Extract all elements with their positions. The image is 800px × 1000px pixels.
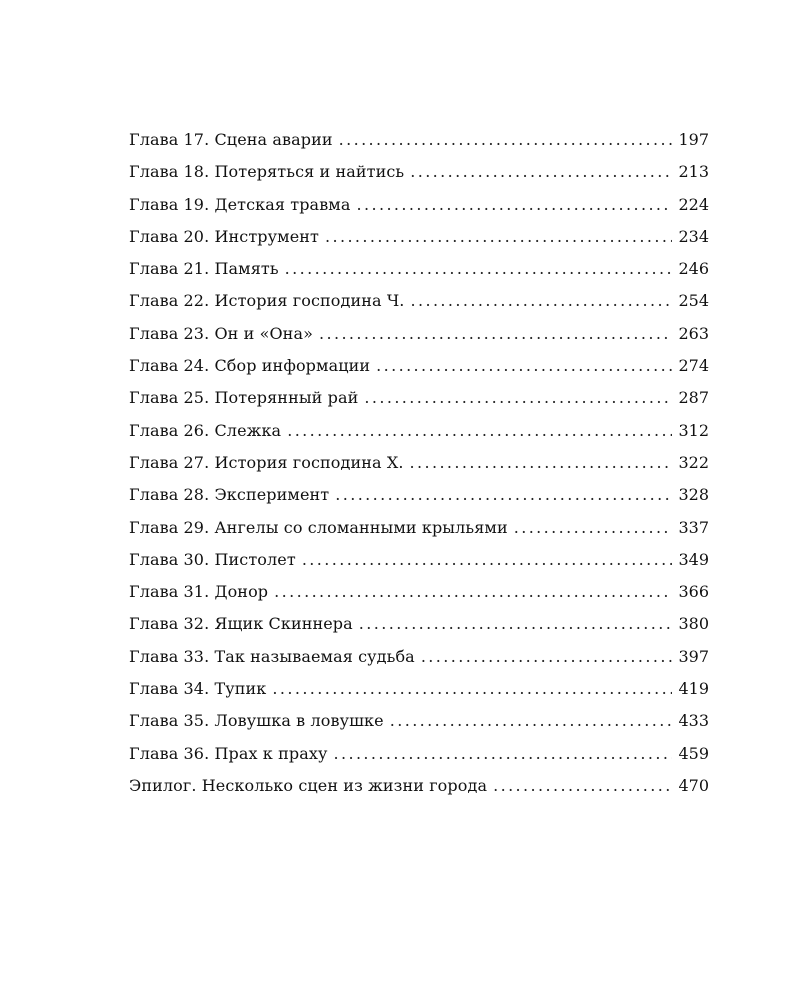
toc-dot-leader bbox=[359, 608, 673, 640]
toc-entry-title: Глава 25. Потерянный рай bbox=[129, 388, 359, 408]
toc-entry-title: Глава 31. Донор bbox=[129, 582, 269, 602]
toc-entry-page: 337 bbox=[678, 517, 709, 537]
toc-entry bbox=[129, 673, 709, 705]
toc-entry bbox=[129, 382, 709, 414]
toc-entry-title: Глава 30. Пистолет bbox=[129, 549, 296, 569]
toc-dot-leader bbox=[287, 415, 672, 447]
toc-entry bbox=[129, 285, 709, 317]
toc-entry-page: 287 bbox=[678, 388, 709, 408]
toc-dot-leader bbox=[410, 156, 672, 188]
toc-dot-leader bbox=[339, 124, 673, 156]
toc-entry-title: Глава 26. Слежка bbox=[129, 420, 282, 440]
toc-entry bbox=[129, 156, 709, 188]
toc-entry-title: Глава 21. Память bbox=[129, 259, 279, 279]
toc-dot-leader bbox=[364, 382, 672, 414]
toc-entry-page: 419 bbox=[678, 679, 709, 699]
toc-dot-leader bbox=[514, 512, 673, 544]
toc-entry bbox=[129, 544, 709, 576]
toc-entry bbox=[129, 447, 709, 479]
toc-entry bbox=[129, 189, 709, 221]
toc-dot-leader bbox=[274, 576, 672, 608]
toc-dot-leader bbox=[410, 285, 672, 317]
toc-entry-title: Глава 34. Тупик bbox=[129, 679, 267, 699]
toc-entry bbox=[129, 350, 709, 382]
toc-entry bbox=[129, 770, 709, 802]
toc-entry bbox=[129, 124, 709, 156]
toc-entry-page: 263 bbox=[678, 323, 709, 343]
toc-entry bbox=[129, 415, 709, 447]
toc-entry-page: 197 bbox=[678, 130, 709, 149]
toc-entry-page: 433 bbox=[678, 711, 709, 731]
toc-entry-page: 397 bbox=[678, 646, 709, 666]
toc-entry bbox=[129, 512, 709, 544]
toc-entry-page: 312 bbox=[678, 420, 709, 440]
toc-dot-leader bbox=[302, 544, 673, 576]
toc-entry-page: 470 bbox=[678, 775, 709, 795]
toc-entry-page: 254 bbox=[678, 291, 709, 311]
toc-entry-title: Глава 23. Он и «Она» bbox=[129, 323, 313, 343]
toc-entry-page: 224 bbox=[678, 194, 709, 214]
toc-dot-leader bbox=[333, 738, 672, 770]
toc-dot-leader bbox=[272, 673, 672, 705]
toc-entry-title: Глава 24. Сбор информации bbox=[129, 356, 371, 376]
toc-entry bbox=[129, 576, 709, 608]
table-of-contents bbox=[129, 124, 709, 802]
toc-dot-leader bbox=[421, 641, 673, 673]
toc-dot-leader bbox=[493, 770, 672, 802]
toc-entry-page: 328 bbox=[678, 485, 709, 505]
toc-entry bbox=[129, 221, 709, 253]
toc-dot-leader bbox=[325, 221, 672, 253]
toc-entry-title: Глава 35. Ловушка в ловушке bbox=[129, 711, 384, 731]
toc-entry-page: 234 bbox=[678, 226, 709, 246]
toc-entry bbox=[129, 479, 709, 511]
toc-entry-title: Глава 22. История господина Ч. bbox=[129, 291, 405, 311]
toc-entry bbox=[129, 608, 709, 640]
toc-entry-title: Глава 20. Инструмент bbox=[129, 226, 319, 246]
toc-entry-page: 246 bbox=[678, 259, 709, 279]
toc-entry-page: 459 bbox=[678, 743, 709, 763]
toc-dot-leader bbox=[390, 705, 673, 737]
toc-entry bbox=[129, 705, 709, 737]
toc-entry-page: 274 bbox=[678, 356, 709, 376]
toc-entry-title: Глава 36. Прах к праху bbox=[129, 743, 328, 763]
toc-entry-title: Глава 33. Так называемая судьба bbox=[129, 646, 415, 666]
toc-dot-leader bbox=[410, 447, 673, 479]
toc-dot-leader bbox=[376, 350, 672, 382]
toc-entry-page: 213 bbox=[678, 162, 709, 182]
toc-entry-title: Глава 18. Потеряться и найтись bbox=[129, 162, 405, 182]
toc-entry bbox=[129, 738, 709, 770]
toc-dot-leader bbox=[285, 253, 673, 285]
toc-entry bbox=[129, 641, 709, 673]
toc-entry bbox=[129, 253, 709, 285]
toc-entry-title: Глава 27. История господина Х. bbox=[129, 452, 404, 472]
toc-entry-page: 366 bbox=[678, 582, 709, 602]
toc-entry bbox=[129, 318, 709, 350]
toc-entry-title: Глава 29. Ангелы со сломанными крыльями bbox=[129, 517, 508, 537]
toc-dot-leader bbox=[335, 479, 672, 511]
toc-entry-title: Глава 19. Детская травма bbox=[129, 194, 351, 214]
toc-entry-page: 380 bbox=[678, 614, 709, 634]
toc-entry-title: Глава 17. Сцена аварии bbox=[129, 130, 333, 149]
toc-dot-leader bbox=[319, 318, 672, 350]
toc-dot-leader bbox=[357, 189, 673, 221]
toc-entry-title: Глава 32. Ящик Скиннера bbox=[129, 614, 353, 634]
toc-entry-title: Глава 28. Эксперимент bbox=[129, 485, 330, 505]
toc-entry-page: 349 bbox=[678, 549, 709, 569]
toc-entry-page: 322 bbox=[678, 452, 709, 472]
toc-entry-title: Эпилог. Несколько сцен из жизни города bbox=[129, 775, 488, 795]
